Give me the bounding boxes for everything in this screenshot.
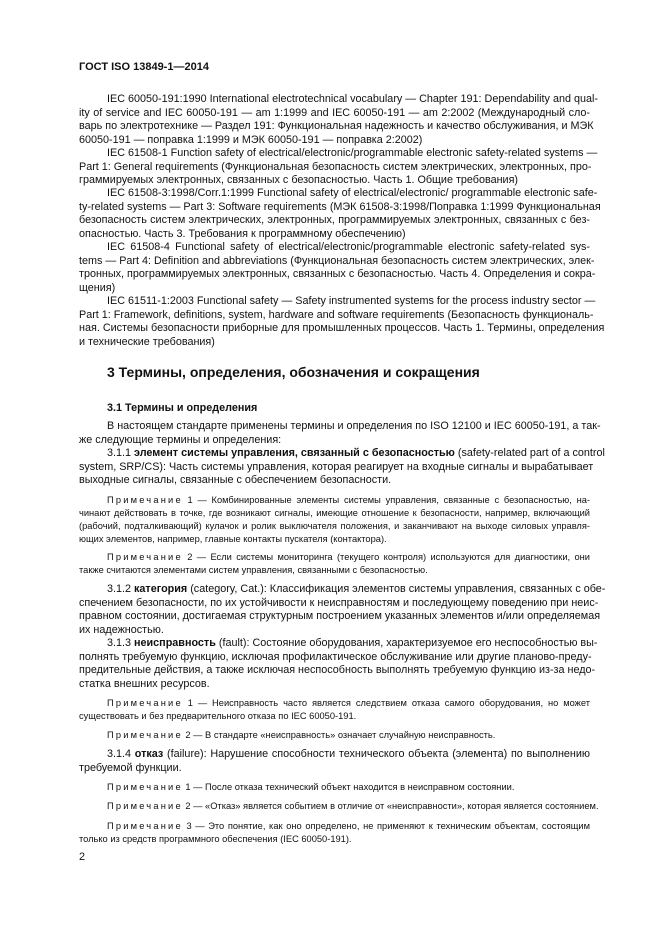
text: ющих элементов, например, главные контакты пускателя (контактора). <box>79 534 387 545</box>
text: IEC 61508-1 Function safety of electrical/electronic/programmable electronic safety-related systems — <box>107 147 598 159</box>
text: ная. Системы безопасности приборные для промышленных процессов. Часть 1. Термины, определения <box>79 322 605 334</box>
text-line <box>79 254 595 268</box>
text-line <box>79 336 590 349</box>
text: 3 — Это понятие, как оно определено, не применяют к техническим объектам, состоящим <box>182 821 590 831</box>
text: полнять требуемую функцию, исключая профилактическое обслуживание или другие планово-преду- <box>79 650 592 663</box>
text-line <box>79 474 590 487</box>
text-line <box>79 820 590 833</box>
note-label: Примечание <box>107 698 183 708</box>
text: безопасность систем электрических, электронных, программируемых электронных, связанных с без- <box>79 214 590 226</box>
text-line <box>79 161 590 174</box>
text: спечением безопасности, по их устойчивости к неисправностям и последующему поведению при неис- <box>79 596 599 609</box>
note-label: Примечание <box>107 730 183 740</box>
text: (safety-related part of a control <box>454 447 605 459</box>
text-line <box>79 420 601 433</box>
text: 1 — Неисправность часто является следствием отказа самого оборудования, но может <box>182 698 590 708</box>
text-line <box>79 268 596 281</box>
text: system, SRP/CS): Часть системы управления, которая реагирует на входные сигналы и вырабатывает <box>79 460 594 473</box>
text: чинают действовать в точке, где возникают сигналы, имеющие отношение к безопасности, например, включающий <box>79 508 590 519</box>
text: tems — Part 4: Definition and abbreviations (Функциональная безопасность систем электрических, элек- <box>79 254 595 267</box>
text: предительные действия, а также исключая неспособность выполнять требуемую функцию из-за недо- <box>79 664 596 676</box>
text: требуемой функции. <box>79 761 182 774</box>
term: категория <box>134 583 188 595</box>
text: 60050-191 — поправка 1:1999 и МЭК 60050-191 — поправка 2:2002) <box>79 133 423 146</box>
text-line <box>79 241 590 254</box>
text: их надежностью. <box>79 623 164 636</box>
text-line <box>79 551 590 564</box>
text-line <box>79 134 590 147</box>
note-label: Примечание <box>107 801 183 811</box>
text-line <box>79 93 598 106</box>
text: (category, Cat.): Классификация элементов системы управления, связанных с обе- <box>187 583 606 595</box>
text-line <box>79 678 590 691</box>
note-label: Примечание <box>107 821 183 831</box>
text-line <box>79 596 599 610</box>
text-line <box>79 564 590 577</box>
text: IEC 61508-3:1998/Corr.1:1999 Functional safety of electrical/electronic/ programmable electronic safe- <box>107 187 598 199</box>
text-line <box>79 402 590 415</box>
text-line <box>79 308 594 322</box>
text: 1 — После отказа технический объект находится в неисправном состоянии. <box>182 782 515 792</box>
text-line <box>79 295 596 308</box>
text-line <box>79 434 590 447</box>
text-line <box>79 228 590 241</box>
text: правном состоянии, достигаемая структурным построением указанных элементов и/или определяемая <box>79 610 601 622</box>
note-label: Примечание <box>107 782 183 792</box>
term: неисправность <box>134 637 216 649</box>
text: В настоящем стандарте применены термины и определения по ISO 12100 и IEC 60050-191, а так- <box>107 420 601 432</box>
text: 3.1 Термины и определения <box>107 402 258 414</box>
text-line <box>79 729 590 742</box>
text-line <box>79 147 598 160</box>
text: 3.1.1 <box>107 447 135 459</box>
text: варь по электротехнике — Раздел 191: Функциональная надежность и качество обслуживания, и МЭК <box>79 120 594 132</box>
text: (fault): Состояние оборудования, характеризуемое его неспособностью вы- <box>215 637 598 649</box>
text-line <box>79 748 590 761</box>
text: Part 1: Framework, definitions, system, hardware and software requirements (Безопасность функциональ- <box>79 308 594 321</box>
text-line <box>79 833 590 846</box>
text: 3.1.4 <box>107 748 135 760</box>
note-label: Примечание <box>107 552 183 562</box>
text: ty-related systems — Part 3: Software requirements (МЭК 61508-3:1998/Поправка 1:1999 Функциональная <box>79 200 601 213</box>
text: IEC 61511-1:2003 Functional safety — Safety instrumented systems for the process industry sector — <box>107 295 596 307</box>
text: статка внешних ресурсов. <box>79 677 210 690</box>
text-line <box>79 366 590 379</box>
term: отказ <box>134 748 164 760</box>
text-line <box>79 610 601 623</box>
note-label: Примечание <box>107 495 183 505</box>
text-line <box>79 174 590 187</box>
text-line <box>79 120 594 133</box>
text: и технические требования) <box>79 335 215 348</box>
text: опасностью. Часть 3. Требования к программному обеспечению) <box>79 227 406 240</box>
text-line <box>79 494 590 507</box>
text: IEC 61508-4 Functional safety of electrical/electronic/programmable electronic safety-related sys- <box>107 241 590 253</box>
text-line <box>79 214 590 227</box>
text: 1 — Комбинированные элементы системы управления, связанные с безопасностью, на- <box>182 495 590 505</box>
text: только из средств программного обеспечения (IEC 60050-191). <box>79 834 352 845</box>
text-line <box>79 507 590 520</box>
text-line <box>79 624 590 637</box>
text-line <box>79 697 590 710</box>
text: щения) <box>79 281 116 294</box>
text-line <box>79 460 594 474</box>
text: существовать и без предварительного отказа по IEC 60050-191. <box>79 711 357 722</box>
term: элемент системы управления, связанный с безопасностью <box>134 447 455 459</box>
text: ity of service and IEC 60050-191 — am 1:1999 and IEC 60050-191 — am 2:2002 (Международный сло- <box>79 106 590 119</box>
text-line <box>79 800 599 813</box>
text: граммируемых электронных, связанных с безопасностью. Часть 1. Общие требования) <box>79 174 519 186</box>
text-line <box>79 583 606 596</box>
text: (рабочий, подталкивающий) кулачок и ролик выключателя положения, и заканчивают на выходе силовых управля- <box>79 521 590 532</box>
text: 2 — Если системы мониторинга (текущего контроля) используются для диагностики, они <box>182 552 590 562</box>
text: 3.1.3 <box>107 637 135 649</box>
text: тронных, программируемых электронных, связанных с безопасностью. Часть 4. Определения и сокра- <box>79 268 596 280</box>
text-line <box>79 710 590 723</box>
text-line <box>79 447 605 460</box>
text-line <box>79 520 590 533</box>
text-line <box>79 282 590 295</box>
text: 2 — «Отказ» является событием в отличие от «неисправности», которая является состоянием. <box>182 801 599 811</box>
text: 2 — В стандарте «неисправность» означает случайную неисправность. <box>182 730 496 740</box>
text-line <box>79 781 590 794</box>
text-line <box>79 322 605 335</box>
text-line <box>79 187 598 200</box>
document-header: ГОСТ ISO 13849-1—2014 <box>79 61 209 73</box>
text: 3 Термины, определения, обозначения и сокращения <box>107 364 480 380</box>
text: также считаются элементами систем управления, связанными с безопасностью. <box>79 565 428 576</box>
text-line <box>79 107 590 120</box>
text: IEC 60050-191:1990 International electrotechnical vocabulary — Chapter 191: Dependability and qual- <box>107 93 598 105</box>
text: (failure): Нарушение способности технического объекта (элемента) по выполнению <box>163 748 590 760</box>
text-line <box>79 200 601 214</box>
text-line <box>79 651 590 664</box>
text: выходные сигналы, связанные с обеспечением безопасности. <box>79 474 392 486</box>
page-number: 2 <box>79 851 86 863</box>
text: 3.1.2 <box>107 583 135 595</box>
text-line <box>79 664 596 677</box>
text-line <box>79 762 590 775</box>
text-line <box>79 533 590 546</box>
text: же следующие термины и определения: <box>79 433 282 446</box>
text: Part 1: General requirements (Функциональная безопасность систем электрических, электронных, про- <box>79 160 592 173</box>
text-line <box>79 637 598 650</box>
